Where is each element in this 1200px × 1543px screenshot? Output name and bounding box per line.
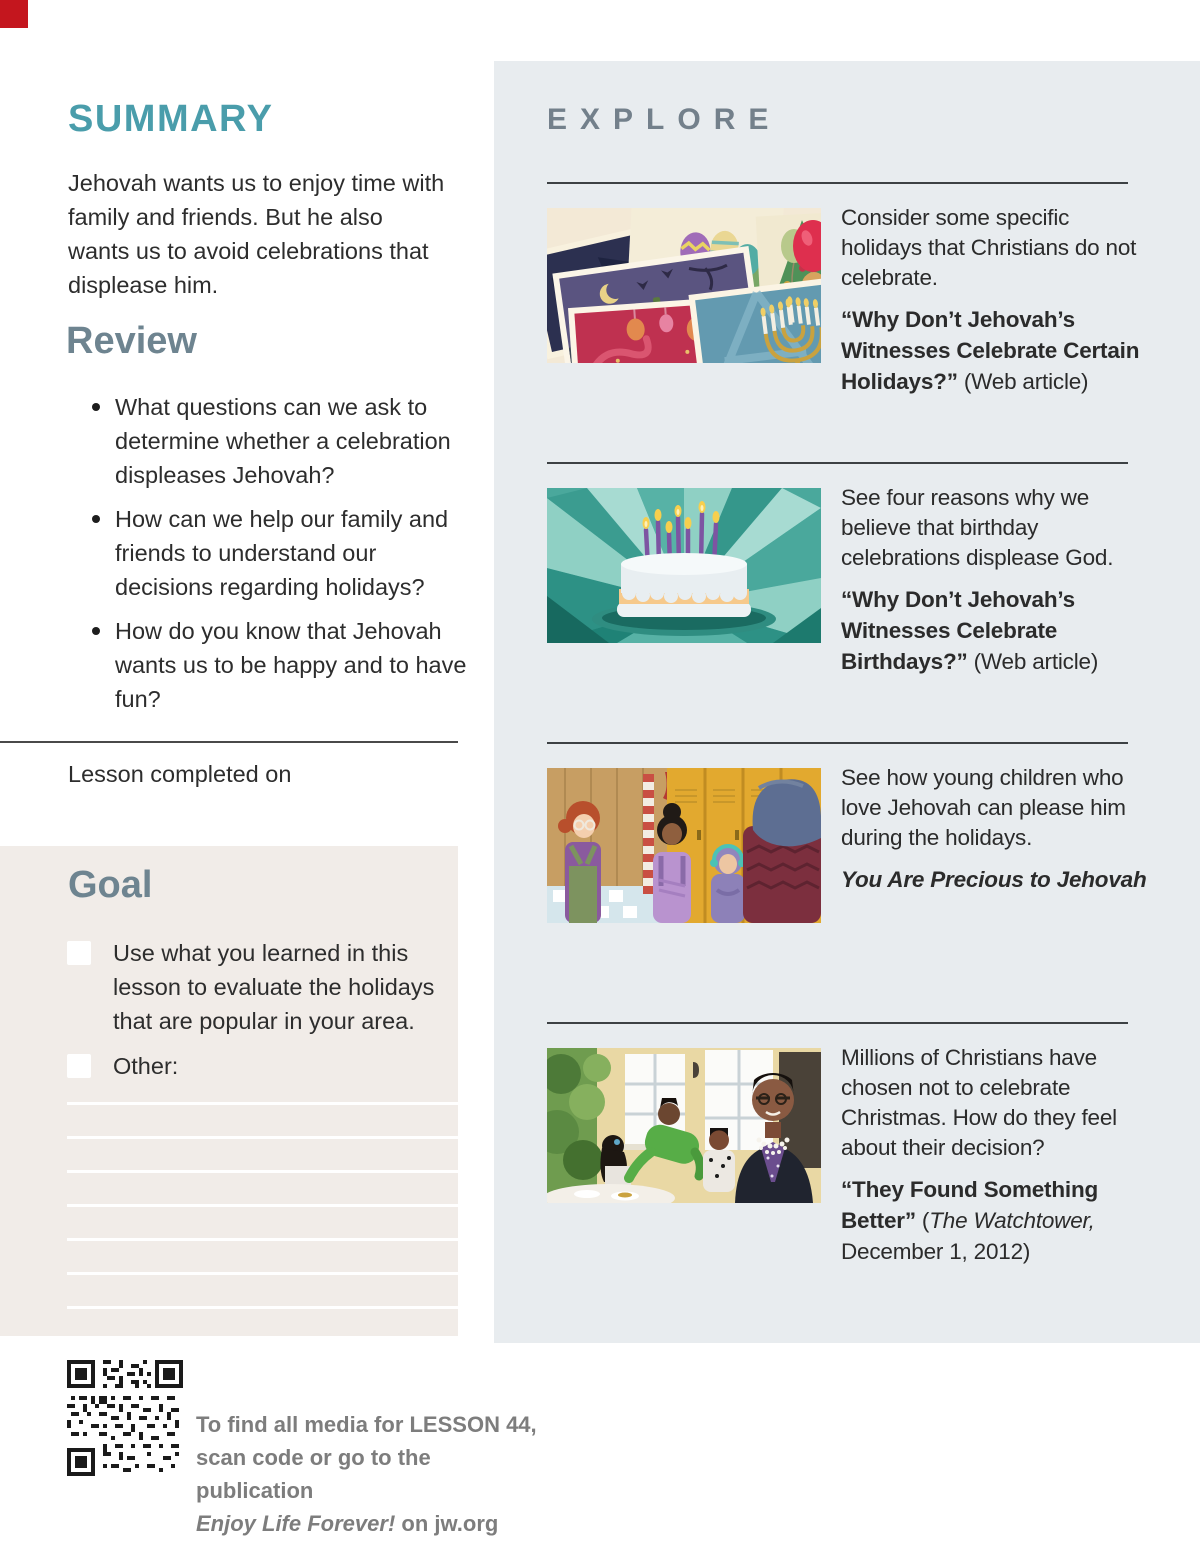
media-note-rest: on jw.org [395, 1511, 499, 1536]
explore-item-description: Millions of Christians have chosen not to celebrate Christmas. How do they feel about their decision? [841, 1045, 1117, 1160]
thumbnail-holiday-cards[interactable] [547, 208, 821, 363]
writing-line[interactable] [67, 1306, 458, 1309]
explore-item-title[interactable] [841, 584, 1153, 677]
article-title-link[interactable]: “They Found Something Better” [841, 1177, 1099, 1233]
bullet-icon [92, 627, 100, 635]
review-list [68, 390, 468, 726]
explore-item-description: See how young children who love Jehovah can please him during the holidays. [841, 765, 1126, 850]
explore-title: EXPLORE [547, 103, 782, 136]
media-note-line: scan code or go to the publication [196, 1445, 431, 1503]
explore-item-title[interactable] [841, 1174, 1153, 1267]
media-note-line [196, 1507, 541, 1540]
goal-item-label: Other: [113, 1053, 179, 1079]
explore-item-text [841, 483, 1153, 677]
explore-item-title[interactable] [841, 864, 1153, 895]
article-title-link[interactable]: “Why Don’t Jehovah’s Witnesses Celebrate Certain Holidays?” [841, 307, 1140, 394]
explore-item-text [841, 1043, 1153, 1267]
checkbox-goal-other[interactable] [67, 1054, 91, 1078]
divider [547, 182, 1128, 184]
review-bullet [68, 390, 468, 492]
summary-title: SUMMARY [68, 98, 274, 140]
source-date: December 1, 2012) [841, 1239, 1031, 1264]
divider [547, 462, 1128, 464]
video-title-link[interactable]: You Are Precious to Jehovah [841, 867, 1147, 892]
writing-line[interactable] [67, 1272, 458, 1275]
media-note-line: To find all media for LESSON 44, [196, 1412, 537, 1437]
thumbnail-photo-family[interactable] [547, 1048, 821, 1203]
explore-item-title[interactable] [841, 304, 1153, 397]
writing-line[interactable] [67, 1102, 458, 1105]
divider [0, 741, 458, 743]
review-title: Review [66, 320, 197, 362]
qr-code [67, 1360, 183, 1476]
goal-title: Goal [68, 864, 153, 906]
writing-line[interactable] [67, 1238, 458, 1241]
thumbnail-birthday-cake[interactable] [547, 488, 821, 643]
summary-body: Jehovah wants us to enjoy time with family and friends. But he also wants us to avoid celebrations that displease him. [68, 170, 445, 298]
striped-doorframe [643, 774, 654, 894]
writing-line[interactable] [67, 1204, 458, 1207]
lesson-completed-label: Lesson completed on [68, 761, 292, 787]
source-pre: ( [915, 1208, 930, 1233]
publication-title: Enjoy Life Forever! [196, 1511, 396, 1536]
explore-item-text [841, 203, 1153, 397]
thumbnail-video-children[interactable] [547, 768, 821, 923]
divider [547, 742, 1128, 744]
explore-item-description: Consider some specific holidays that Christians do not celebrate. [841, 205, 1137, 290]
goal-item-label: Use what you learned in this lesson to evaluate the holidays that are popular in your area. [113, 940, 435, 1034]
goal-panel [0, 846, 458, 1336]
kid-hoodie [710, 845, 746, 923]
article-type: (Web article) [957, 369, 1089, 394]
review-bullet-text: How can we help our family and friends to understand our decisions regarding holidays? [115, 506, 449, 600]
media-note [196, 1408, 541, 1540]
divider [547, 1022, 1128, 1024]
review-bullet [68, 502, 468, 604]
article-title-link[interactable]: “Why Don’t Jehovah’s Witnesses Celebrate Birthdays?” [841, 587, 1075, 674]
article-type: (Web article) [967, 649, 1099, 674]
review-bullet [68, 614, 468, 716]
checkbox-goal-use[interactable] [67, 941, 91, 965]
writing-line[interactable] [67, 1136, 458, 1139]
explore-item-text [841, 763, 1153, 895]
writing-line[interactable] [67, 1170, 458, 1173]
bullet-icon [92, 403, 100, 411]
review-bullet-text: How do you know that Jehovah wants us to be happy and to have fun? [115, 618, 467, 712]
review-bullet-text: What questions can we ask to determine whether a celebration displeases Jehovah? [115, 394, 451, 488]
source-publication: The Watchtower, [929, 1208, 1095, 1233]
page-corner-marker [0, 0, 28, 28]
bullet-icon [92, 515, 100, 523]
explore-item-description: See four reasons why we believe that birthday celebrations displease God. [841, 485, 1114, 570]
